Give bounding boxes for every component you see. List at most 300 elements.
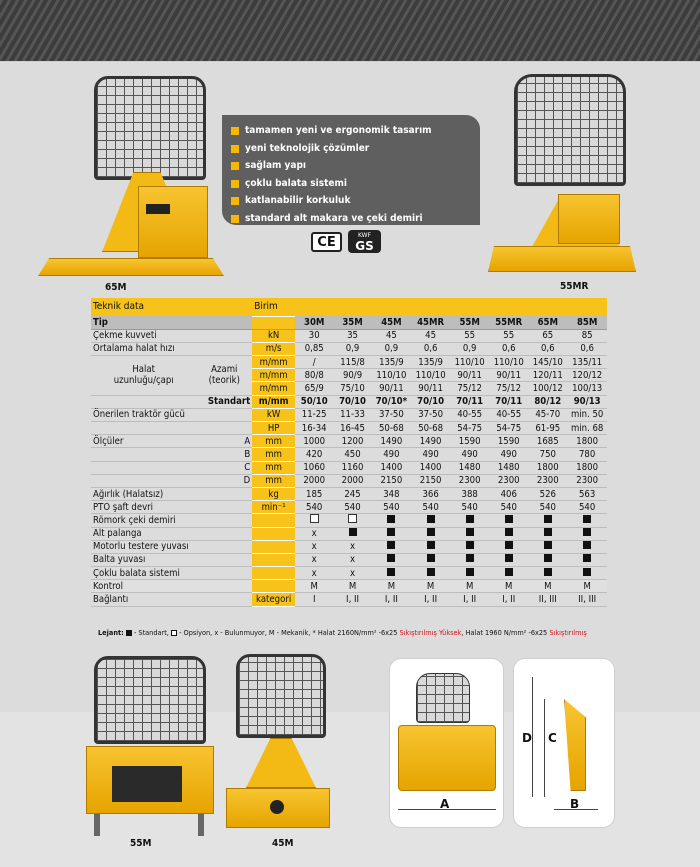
value-cell: 526 [528, 487, 567, 500]
value-cell [411, 553, 450, 566]
value-cell: 1685 [528, 435, 567, 448]
value-cell: x [333, 540, 371, 553]
value-cell: 2300 [489, 474, 528, 487]
value-cell: 45 [372, 329, 411, 342]
unit-cell: m/mm [252, 356, 295, 369]
value-cell: 61-95 [528, 422, 567, 435]
value-cell: 0,6 [528, 342, 567, 355]
unit-cell: mm [252, 474, 295, 487]
value-cell: 0,6 [411, 342, 450, 355]
standard-square-icon [387, 515, 395, 523]
value-cell: 2000 [333, 474, 371, 487]
value-cell: 120/12 [567, 369, 607, 382]
caption-bottom-left: 55M [130, 838, 152, 849]
value-cell [528, 527, 567, 540]
value-cell: 750 [528, 448, 567, 461]
row-label [91, 474, 196, 487]
value-cell [567, 527, 607, 540]
value-cell: 75/10 [333, 382, 371, 395]
feature-item: standard alt makara ve çeki demiri [230, 210, 472, 228]
standard-square-icon [427, 568, 435, 576]
standard-square-icon [466, 515, 474, 523]
unit-cell: m/mm [252, 369, 295, 382]
standard-square-icon [349, 528, 357, 536]
value-cell: 100/12 [528, 382, 567, 395]
unit-cell: kN [252, 329, 295, 342]
value-cell [372, 527, 411, 540]
value-cell: 100/13 [567, 382, 607, 395]
value-cell: II, III [528, 593, 567, 606]
row-label: Ortalama halat hızı [91, 342, 252, 355]
row-label: Alt palanga [91, 527, 252, 540]
value-cell: 1800 [567, 461, 607, 474]
value-cell: 30 [295, 329, 333, 342]
standard-square-icon [387, 541, 395, 549]
value-cell [489, 527, 528, 540]
value-cell: M [567, 580, 607, 593]
table-row [91, 342, 607, 355]
value-cell: 0,6 [489, 342, 528, 355]
standard-square-icon [583, 554, 591, 562]
standard-square-icon [505, 541, 513, 549]
value-cell: 75/12 [489, 382, 528, 395]
value-cell: 245 [333, 487, 371, 500]
value-cell: 90/13 [567, 395, 607, 408]
value-cell: 40-55 [450, 408, 489, 421]
value-cell: 1480 [450, 461, 489, 474]
value-cell [333, 527, 371, 540]
table-row [91, 501, 607, 514]
unit-cell: min⁻¹ [252, 501, 295, 514]
value-cell [295, 514, 333, 527]
value-cell: 0,9 [372, 342, 411, 355]
value-cell: 540 [567, 501, 607, 514]
value-cell: 0,6 [567, 342, 607, 355]
standard-square-icon [427, 528, 435, 536]
value-cell: 1160 [333, 461, 371, 474]
standard-square-icon [505, 568, 513, 576]
value-cell [411, 514, 450, 527]
value-cell: 90/9 [333, 369, 371, 382]
dimension-key: B [196, 448, 252, 461]
value-cell [372, 514, 411, 527]
dim-label-d: D [522, 731, 532, 745]
value-cell: 348 [372, 487, 411, 500]
unit-cell: kategori [252, 593, 295, 606]
value-cell: 2150 [411, 474, 450, 487]
row-label: Ağırlık (Halatsız) [91, 487, 252, 500]
value-cell: M [333, 580, 371, 593]
standard-square-icon [466, 541, 474, 549]
value-cell: I, II [411, 593, 450, 606]
winch-image-55mr [488, 74, 636, 274]
value-cell [528, 514, 567, 527]
value-cell: 110/10 [450, 356, 489, 369]
feature-list [222, 115, 480, 225]
value-cell: 54-75 [489, 422, 528, 435]
value-cell: 110/10 [372, 369, 411, 382]
value-cell: x [295, 540, 333, 553]
value-cell: x [295, 567, 333, 580]
value-cell: 90/11 [372, 382, 411, 395]
value-cell: 85 [567, 329, 607, 342]
row-label: Römork çeki demiri [91, 514, 252, 527]
feature-item: tamamen yeni ve ergonomik tasarım [230, 122, 472, 140]
value-cell: 35 [333, 329, 371, 342]
value-cell [372, 540, 411, 553]
winch-image-45m [226, 654, 330, 834]
value-cell: 1800 [567, 435, 607, 448]
table-row [91, 567, 607, 580]
unit-cell: HP [252, 422, 295, 435]
value-cell: 540 [295, 501, 333, 514]
table-row [91, 553, 607, 566]
tech-data-table [91, 298, 607, 607]
value-cell: M [372, 580, 411, 593]
value-cell: 1590 [489, 435, 528, 448]
dimension-diagram-side [513, 658, 615, 828]
standard-square-icon [544, 554, 552, 562]
standard-square-icon [387, 554, 395, 562]
model-header: 30M [295, 316, 333, 329]
caption-bottom-mid: 45M [272, 838, 294, 849]
standard-square-icon [505, 554, 513, 562]
value-cell: 490 [489, 448, 528, 461]
dimension-key: A [196, 435, 252, 448]
value-cell: 2300 [528, 474, 567, 487]
table-row [91, 461, 607, 474]
value-cell: I [295, 593, 333, 606]
table-row [91, 356, 607, 369]
azami-label: Azami (teorik) [196, 356, 252, 396]
value-cell: x [295, 553, 333, 566]
value-cell [411, 540, 450, 553]
row-label: Bağlantı [91, 593, 252, 606]
value-cell: 90/11 [450, 369, 489, 382]
value-cell: 388 [450, 487, 489, 500]
value-cell: 16-45 [333, 422, 371, 435]
standard-square-icon [466, 554, 474, 562]
standard-square-icon [427, 541, 435, 549]
row-label: Önerilen traktör gücü [91, 408, 252, 421]
value-cell: 1490 [372, 435, 411, 448]
value-cell: 450 [333, 448, 371, 461]
table-title: Teknik data [91, 298, 252, 316]
value-cell: 55 [450, 329, 489, 342]
value-cell: 540 [528, 501, 567, 514]
value-cell: 490 [411, 448, 450, 461]
ce-mark-logo: CE [311, 232, 342, 252]
value-cell [450, 553, 489, 566]
value-cell: 11-33 [333, 408, 371, 421]
feature-item: katlanabilir korkuluk [230, 192, 472, 210]
row-label: Motorlu testere yuvası [91, 540, 252, 553]
value-cell: 65 [528, 329, 567, 342]
value-cell: 540 [411, 501, 450, 514]
value-cell: 135/9 [372, 356, 411, 369]
dimension-diagram-front [389, 658, 504, 828]
table-row [91, 487, 607, 500]
model-header: 55MR [489, 316, 528, 329]
value-cell: 2000 [295, 474, 333, 487]
value-cell [567, 514, 607, 527]
value-cell: II, III [567, 593, 607, 606]
unit-cell: m/s [252, 342, 295, 355]
dimension-key: D [196, 474, 252, 487]
value-cell: 185 [295, 487, 333, 500]
table-row [91, 329, 607, 342]
value-cell: 37-50 [372, 408, 411, 421]
value-cell: 80/8 [295, 369, 333, 382]
row-label [91, 461, 196, 474]
kwf-gs-logo: KWF GS [348, 230, 381, 253]
table-row [91, 514, 607, 527]
value-cell: 50-68 [411, 422, 450, 435]
value-cell: 135/9 [411, 356, 450, 369]
value-cell [450, 514, 489, 527]
value-cell: 115/8 [333, 356, 371, 369]
caption-top-left: 65M [105, 282, 127, 293]
value-cell: x [295, 527, 333, 540]
standard-square-icon [505, 528, 513, 536]
value-cell: 540 [489, 501, 528, 514]
value-cell: 366 [411, 487, 450, 500]
unit-cell: kg [252, 487, 295, 500]
row-label: PTO şaft devri [91, 501, 252, 514]
value-cell: 490 [372, 448, 411, 461]
value-cell [567, 540, 607, 553]
value-cell: 1000 [295, 435, 333, 448]
row-label: Kontrol [91, 580, 252, 593]
unit-cell: mm [252, 461, 295, 474]
option-square-icon [348, 514, 357, 523]
caption-top-right: 55MR [560, 281, 589, 292]
value-cell: 1800 [528, 461, 567, 474]
model-header: 45M [372, 316, 411, 329]
value-cell: 110/10 [411, 369, 450, 382]
value-cell [411, 567, 450, 580]
value-cell: 70/11 [450, 395, 489, 408]
value-cell: 1060 [295, 461, 333, 474]
value-cell: 70/10 [411, 395, 450, 408]
tip-label: Tip [91, 316, 252, 329]
value-cell: 2300 [567, 474, 607, 487]
table-row [91, 580, 607, 593]
value-cell: 540 [450, 501, 489, 514]
value-cell [450, 567, 489, 580]
standard-square-icon [583, 568, 591, 576]
value-cell [333, 514, 371, 527]
halat-label: Halat uzunluğu/çapı [91, 356, 196, 396]
table-row [91, 527, 607, 540]
model-header: 35M [333, 316, 371, 329]
feature-item: yeni teknolojik çözümler [230, 140, 472, 158]
row-label [91, 448, 196, 461]
value-cell: 45-70 [528, 408, 567, 421]
value-cell [489, 553, 528, 566]
standard-square-icon [387, 568, 395, 576]
dim-label-c: C [548, 731, 557, 745]
standard-square-icon [427, 554, 435, 562]
value-cell: 563 [567, 487, 607, 500]
value-cell: M [295, 580, 333, 593]
model-header: 85M [567, 316, 607, 329]
value-cell: 1590 [450, 435, 489, 448]
value-cell: 75/12 [450, 382, 489, 395]
value-cell: I, II [489, 593, 528, 606]
unit-cell [252, 553, 295, 566]
value-cell [567, 553, 607, 566]
standart-label: Standart [91, 395, 252, 408]
value-cell: / [295, 356, 333, 369]
value-cell: 16-34 [295, 422, 333, 435]
unit-cell [252, 567, 295, 580]
model-header-row [91, 316, 607, 329]
standard-square-icon [583, 515, 591, 523]
value-cell: 1480 [489, 461, 528, 474]
model-header: 55M [450, 316, 489, 329]
value-cell [528, 553, 567, 566]
value-cell: 780 [567, 448, 607, 461]
unit-cell [252, 540, 295, 553]
standard-square-icon [466, 528, 474, 536]
value-cell: 1200 [333, 435, 371, 448]
value-cell: 50/10 [295, 395, 333, 408]
value-cell: M [450, 580, 489, 593]
value-cell: 135/11 [567, 356, 607, 369]
value-cell: 37-50 [411, 408, 450, 421]
unit-cell: mm [252, 435, 295, 448]
table-row [91, 395, 607, 408]
model-header: 65M [528, 316, 567, 329]
table-legend: Lejant: - Standart, - Opsiyon, x - Bulunmuyor, M - Mekanik, * Halat 2160N/mm² -6x25 Sıkıştırılmış Yüksek, Halat 1960 N/mm² -6x25 Sıkıştırılmış [98, 628, 587, 637]
value-cell [372, 553, 411, 566]
standard-square-icon [505, 515, 513, 523]
standard-square-icon [427, 515, 435, 523]
value-cell: x [333, 553, 371, 566]
value-cell [411, 527, 450, 540]
table-row [91, 593, 607, 606]
unit-cell [252, 580, 295, 593]
value-cell: 2300 [450, 474, 489, 487]
value-cell: x [333, 567, 371, 580]
value-cell: 490 [450, 448, 489, 461]
value-cell: I, II [372, 593, 411, 606]
standard-square-icon [466, 568, 474, 576]
value-cell: 145/10 [528, 356, 567, 369]
value-cell [528, 540, 567, 553]
row-label: Çekme kuvveti [91, 329, 252, 342]
feature-item: çoklu balata sistemi [230, 175, 472, 193]
row-label: Balta yuvası [91, 553, 252, 566]
standard-square-icon [544, 568, 552, 576]
value-cell: 540 [372, 501, 411, 514]
value-cell: 90/11 [489, 369, 528, 382]
value-cell: 1400 [411, 461, 450, 474]
value-cell: M [411, 580, 450, 593]
value-cell: 40-55 [489, 408, 528, 421]
standard-square-icon [544, 515, 552, 523]
value-cell: 80/12 [528, 395, 567, 408]
model-header: 45MR [411, 316, 450, 329]
value-cell [567, 567, 607, 580]
unit-header: Birim [252, 298, 295, 316]
standard-square-icon [544, 541, 552, 549]
value-cell: 0,9 [333, 342, 371, 355]
value-cell [489, 567, 528, 580]
value-cell: 11-25 [295, 408, 333, 421]
value-cell: 45 [411, 329, 450, 342]
dim-label-b: B [570, 797, 580, 811]
table-row [91, 540, 607, 553]
top-texture-band [0, 0, 700, 62]
value-cell: I, II [333, 593, 371, 606]
value-cell: 90/11 [411, 382, 450, 395]
dimension-key: C [196, 461, 252, 474]
value-cell: min. 50 [567, 408, 607, 421]
value-cell [450, 527, 489, 540]
value-cell: 540 [333, 501, 371, 514]
value-cell: 420 [295, 448, 333, 461]
value-cell: 2150 [372, 474, 411, 487]
standard-square-icon [583, 541, 591, 549]
value-cell [489, 540, 528, 553]
value-cell: 70/10* [372, 395, 411, 408]
table-row [91, 422, 607, 435]
standard-square-icon [387, 528, 395, 536]
unit-cell: mm [252, 448, 295, 461]
table-title-row [91, 298, 607, 316]
table-row [91, 408, 607, 421]
unit-cell [252, 527, 295, 540]
unit-cell: m/mm [252, 382, 295, 395]
value-cell: 55 [489, 329, 528, 342]
dim-label-a: A [440, 797, 450, 811]
unit-cell [252, 514, 295, 527]
unit-cell: kW [252, 408, 295, 421]
standard-square-icon [544, 528, 552, 536]
winch-image-65m [38, 76, 224, 276]
value-cell: 0,9 [450, 342, 489, 355]
row-label: Ölçüler [91, 435, 196, 448]
value-cell [528, 567, 567, 580]
table-row [91, 448, 607, 461]
value-cell: 0,85 [295, 342, 333, 355]
value-cell: 110/10 [489, 356, 528, 369]
value-cell: M [528, 580, 567, 593]
value-cell: 50-68 [372, 422, 411, 435]
table-row [91, 435, 607, 448]
value-cell [450, 540, 489, 553]
table-row [91, 474, 607, 487]
value-cell: 70/11 [489, 395, 528, 408]
value-cell: I, II [450, 593, 489, 606]
value-cell: 54-75 [450, 422, 489, 435]
option-square-icon [310, 514, 319, 523]
value-cell: 406 [489, 487, 528, 500]
unit-cell: m/mm [252, 395, 295, 408]
value-cell: M [489, 580, 528, 593]
standard-square-icon [583, 528, 591, 536]
row-label: Çoklu balata sistemi [91, 567, 252, 580]
value-cell: 1400 [372, 461, 411, 474]
value-cell [372, 567, 411, 580]
value-cell: min. 68 [567, 422, 607, 435]
value-cell: 65/9 [295, 382, 333, 395]
winch-image-55m [86, 656, 214, 836]
value-cell: 1490 [411, 435, 450, 448]
value-cell: 70/10 [333, 395, 371, 408]
